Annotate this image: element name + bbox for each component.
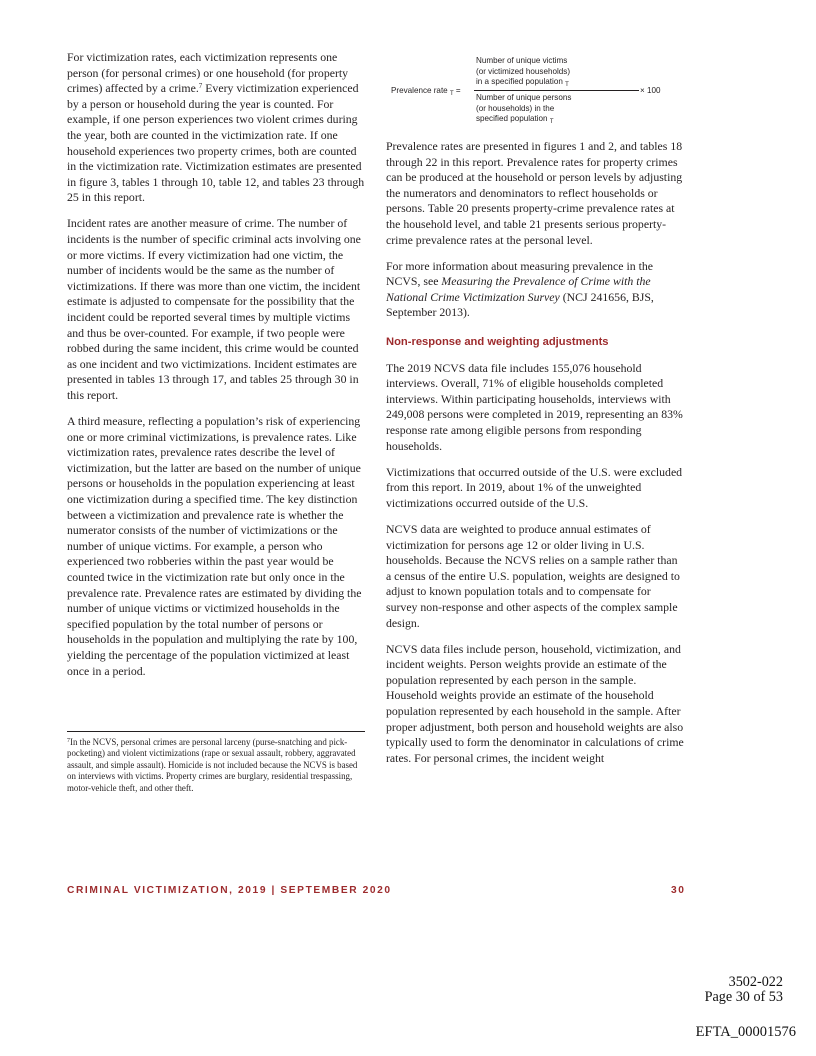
paragraph-prevalence-presentation: Prevalence rates are presented in figures 1 and 2, and tables 18 through 22 in this report. Prevalence rates for property crimes can be produced at the household or person levels by adjusting the numerators and denominators to reflect households or persons. Table 20 presents property-crime prevalence rates at the household level, and table 21 presents serious property-crime prevalence rates at the personal level. [386,139,683,247]
right-column [386,139,685,777]
paragraph-weighting: NCVS data are weighted to produce annual estimates of victimization for persons age 12 or older living in U.S. households. Because the NCVS relies on a sample rather than a census of the entire U.S. population, weights are designed to adjust to known population totals and to compensate for survey non-response and other aspects of the complex sample design. [386,521,680,630]
page-count-stamp: Page 30 of 53 [704,989,783,1005]
formula-numerator-line: Number of unique victims [476,56,568,65]
paragraph-text: (NCJ 241656, BJS, September 2013). [386,289,654,320]
publication-title-link[interactable]: Measuring the Prevalence of Crime with the National Crime Victimization Survey [386,274,651,304]
formula-text: specified population [476,114,548,124]
paragraph-prevalence-rates: A third measure, reflecting a population’s risk of experiencing one or more criminal victimizations, is prevalence rates. Like victimization rates, prevalence rates describe the level of victimization, but the latter are based on the number of unique persons or households in the population experiencing at least one victimization during a specified time. The key distinction between a victimization and prevalence rate is whether the numerator consists of the number of victimizations or the number of unique victims. For example, a person who experienced two robberies within the past year would be counted twice in the victimization rate but only once in the prevalence rate. Prevalence rates are estimated by dividing the number of unique victims or victimized households in the specified population by the total number of persons or households in the population and multiplying the rate by 100, yielding the percentage of the population victimized at least once in a period. [67,414,362,678]
paragraph-victimization-rates [67,50,365,206]
footnote-reference[interactable]: 7 [198,82,203,91]
formula-subscript: T [549,119,554,126]
section-heading: Non-response and weighting adjustments [386,336,609,349]
page-number: 30 [671,885,686,896]
footnote-marker: 7 [67,738,70,744]
paragraph-incident-rates: Incident rates are another measure of crime. The number of incidents is the number of specific criminal acts involving one or more victims. If every victimization had one victim, the number of incidents would be the same as the number of victimizations. If there was more than one victim, the incident estimate is adjusted to compensate for the possibility that the incident could be reported several times by multiple victims and thus be over-counted. For example, if two people were robbed during the same incident, this crime would be counted as one incident and two victimizations. Incident estimates are presented in tables 13 through 17, and tables 25 through 30 in this report. [67,216,361,402]
formula-numerator-line: (or victimized households) [476,66,571,76]
paragraph-text: For more information about measuring prevalence in the NCVS, see [386,258,653,289]
paragraph-text: Every victimization experienced by a person or household during the year is counted. For example, if one person experiences two violent crimes during the year, both are counted in the victimization rate. If one household experiences two property crimes, both are counted in the victimization rate. Victimization estimates are presented in figure 3, tables 1 through 10, table 12, and tables 23 through 25 in this report. [67,81,365,205]
formula-subscript: T [449,91,454,97]
efta-stamp: EFTA_00001576 [695,1024,796,1040]
formula-text: in a specified population [476,77,563,87]
formula-multiplier: × 100 [640,86,661,95]
formula-denominator-line: (or households) in the [476,103,555,113]
formula-denominator-line [476,114,636,125]
paragraph-weights: NCVS data files include person, household, victimization, and incident weights. Person weights provide an estimate of the population represented by each person in the sample. Household weights provide an estimate of the household population represented by each household in the sample. After proper adjustment, both person and household weights are also typically used to form the denominator in calculations of crime rates. For personal crimes, the incident weight [386,641,684,765]
formula-numerator-line [476,77,636,88]
formula-denominator-line: Number of unique persons [476,93,572,102]
paragraph-data-file: The 2019 NCVS data file includes 155,076 household interviews. Overall, 71% of eligible households completed interviews. Within participating households, interviews with 249,008 persons were completed in 2019, representing an 83% response rate among eligible persons from responding households. [386,360,683,453]
footnote-text: In the NCVS, personal crimes are personal larceny (purse-snatching and pick-pocketing) and violent victimizations (rape or sexual assault, robbery, aggravated assault, and simple assault). Homicide is not included because the NCVS is based on interviews with victims. Property crimes are burglary, residential trespassing, motor-vehicle theft, and other theft. [67,737,358,793]
paragraph-text: For victimization rates, each victimization represents one person (for personal crimes) or one household (for property crimes) affected by a crime. [67,50,349,96]
formula-equals: = [453,86,461,95]
formula-lhs-label: Prevalence rate [391,86,448,95]
footnote [67,737,365,794]
formula-fraction-bar [474,90,639,91]
formula-lhs [391,86,461,97]
paragraph-more-information [386,259,685,321]
formula-denominator [476,93,636,125]
paragraph-outside-us: Victimizations that occurred outside of the U.S. were excluded from this report. In 2019, about 1% of the unweighted victimizations occurred outside of the U.S. [386,464,683,510]
formula-numerator [476,56,636,88]
formula-subscript: T [565,82,569,89]
left-column [67,50,365,690]
running-footer-title: CRIMINAL VICTIMIZATION, 2019 | SEPTEMBER 2020 [67,885,392,896]
document-id-stamp: 3502-022 [728,974,783,990]
footnote-divider [67,731,365,732]
prevalence-rate-formula [391,56,681,130]
